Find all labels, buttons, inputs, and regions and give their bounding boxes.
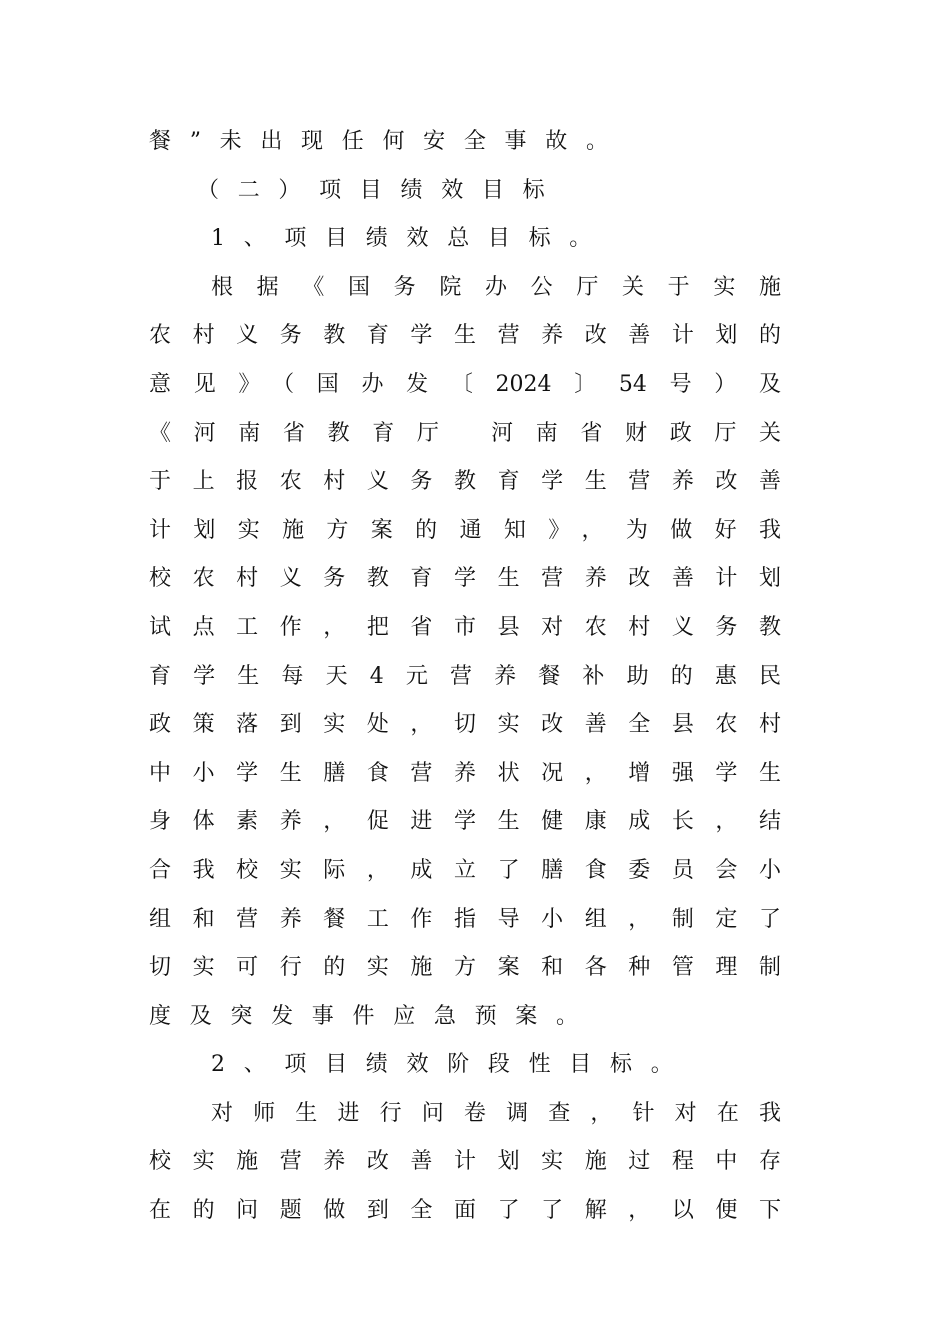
text-line: 《河南省教育厅 河南省财政厅关 [149, 420, 781, 446]
text-line: 于上报农村义务教育学生营养改善 [149, 469, 781, 495]
text-line: 政策落到实处，切实改善全县农村 [149, 712, 781, 738]
text-line: 组和营养餐工作指导小组，制定了 [149, 906, 781, 932]
text-line: 在的问题做到全面了了解，以便下 [149, 1198, 781, 1224]
text-line: 合我校实际，成立了膳食委员会小 [149, 857, 781, 883]
text-line: 计划实施方案的通知》，为做好我 [149, 517, 781, 543]
text-line: 试点工作，把省市县对农村义务教 [149, 614, 781, 640]
text-line: 农村义务教育学生营养改善计划的 [149, 323, 781, 349]
body-text [149, 118, 781, 1236]
subsection-heading: 2、项目绩效阶段性目标。 [211, 1052, 692, 1078]
text-line: 根据《国务院办公厅关于实施 [211, 274, 781, 300]
subsection-heading: 1、项目绩效总目标。 [211, 226, 610, 252]
text-line: 度及突发事件应急预案。 [149, 1003, 597, 1029]
text-line: 中小学生膳食营养状况，增强学生 [149, 760, 781, 786]
text-line: 切实可行的实施方案和各种管理制 [149, 955, 781, 981]
text-line: 育学生每天4元营养餐补助的惠民 [149, 663, 781, 689]
section-heading: （二）项目绩效目标 [197, 177, 564, 203]
text-line: 校农村义务教育学生营养改善计划 [149, 566, 781, 592]
text-line: 意见》（国办发〔2024〕54号）及 [149, 371, 781, 397]
text-line: 餐”未出现任何安全事故。 [149, 129, 627, 154]
text-line: 身体素养，促进学生健康成长，结 [149, 809, 781, 835]
text-line: 校实施营养改善计划实施过程中存 [149, 1149, 781, 1175]
text-line: 对师生进行问卷调查，针对在我 [211, 1100, 781, 1126]
